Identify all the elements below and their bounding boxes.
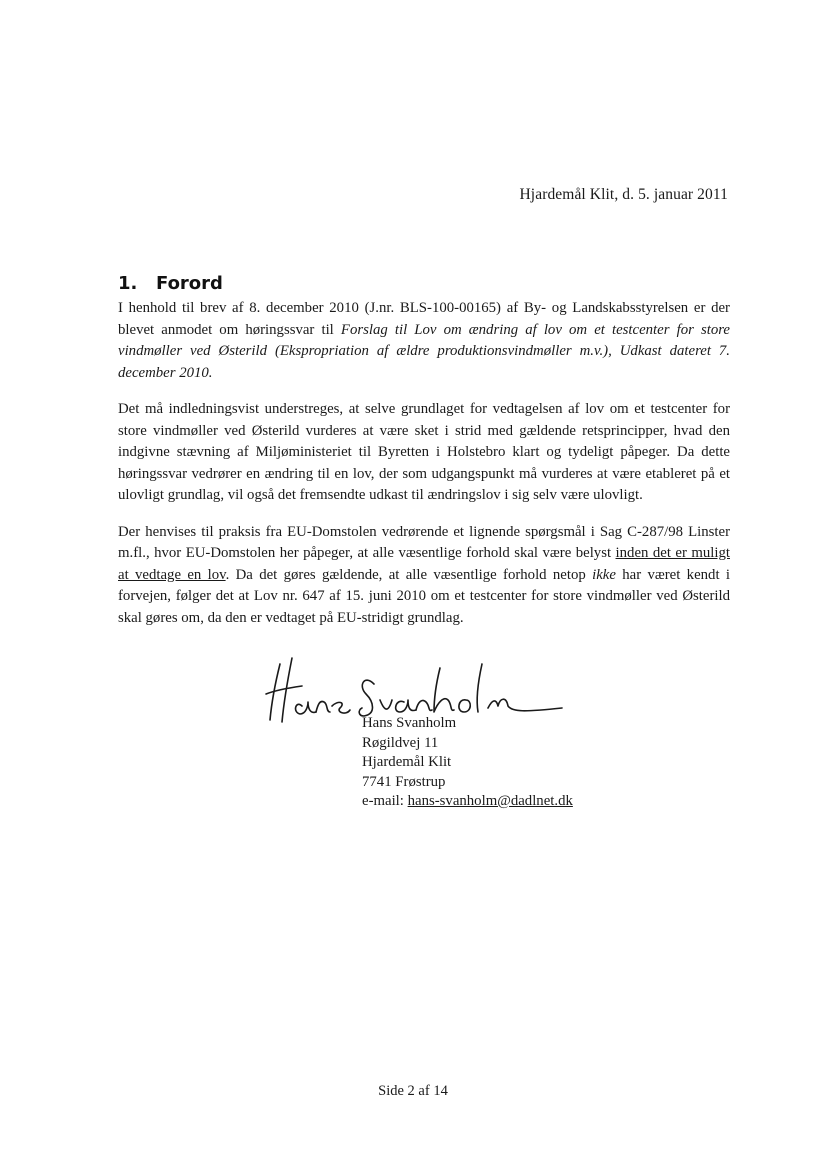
section-title: Forord <box>156 273 223 294</box>
email-label: e-mail: <box>362 793 408 809</box>
page-number: Side 2 af 14 <box>378 1083 448 1099</box>
paragraph-eu-text-3: har været kendt i forvejen, følger det at Lov nr. 647 af 15. juni 2010 om et testcenter for store vindmøller ved Østerild skal gøres om, da den er vedtaget på EU-stridigt grundlag. <box>118 566 730 626</box>
paragraph-intro <box>118 298 730 384</box>
sender-address <box>362 714 573 812</box>
paragraph-eu-text-1: Der henvises til praksis fra EU-Domstolen vedrørende et lignende spørgsmål i Sag C-287/98 Linster m.fl., hvor EU-Domstolen her påpeger, at alle væsentlige forhold skal være belyst <box>118 523 730 561</box>
place-date: Hjardemål Klit, d. 5. januar 2011 <box>519 186 728 203</box>
paragraph-eu-reference <box>118 522 730 630</box>
paragraph-argument: Det må indledningsvist understreges, at selve grundlaget for vedtagelsen af lov om et testcenter for store vindmøller ved Østerild vurderes at være sket i strid med gældende retsprincipper, hvad den indgivne stævning af Miljøministeriet til Byretten i Holstebro klart og tydeligt påpeger. Da dette høringssvar vedrører en ændring til en lov, der som udgangspunkt må vurderes at være etableret på et ulovligt grundlag, vil også det fremsendte udkast til ændringslov i sig selv være ulovligt. <box>118 401 730 503</box>
sender-street: Røgildvej 11 <box>362 734 439 751</box>
letter-body <box>118 298 730 644</box>
emphasis-ikke: ikke <box>592 566 616 583</box>
email-link[interactable]: hans-svanholm@dadlnet.dk <box>407 793 573 809</box>
paragraph-eu-text-2: . Da det gøres gældende, at alle væsentlige forhold netop <box>225 566 593 583</box>
sender-email-line <box>362 792 573 812</box>
bill-title: Forslag til Lov om ændring af lov om et testcenter for store vindmøller ved Østerild (Ekspropriation af ældre produktionsvindmøller m.v.), Udkast dateret 7. december 2010. <box>118 321 731 381</box>
paragraph-intro-text: I henhold til brev af 8. december 2010 (J.nr. BLS-100-00165) af By- og Landskabsstyrelsen er der blevet anmodet om høringssvar til <box>118 300 730 338</box>
section-number: 1. <box>118 273 138 294</box>
underlined-phrase: inden det er muligt at vedtage en lov <box>118 545 730 583</box>
sender-area: Hjardemål Klit <box>362 754 452 770</box>
sender-name: Hans Svanholm <box>362 715 457 731</box>
sender-postal: 7741 Frøstrup <box>362 773 446 790</box>
section-heading <box>118 273 223 294</box>
